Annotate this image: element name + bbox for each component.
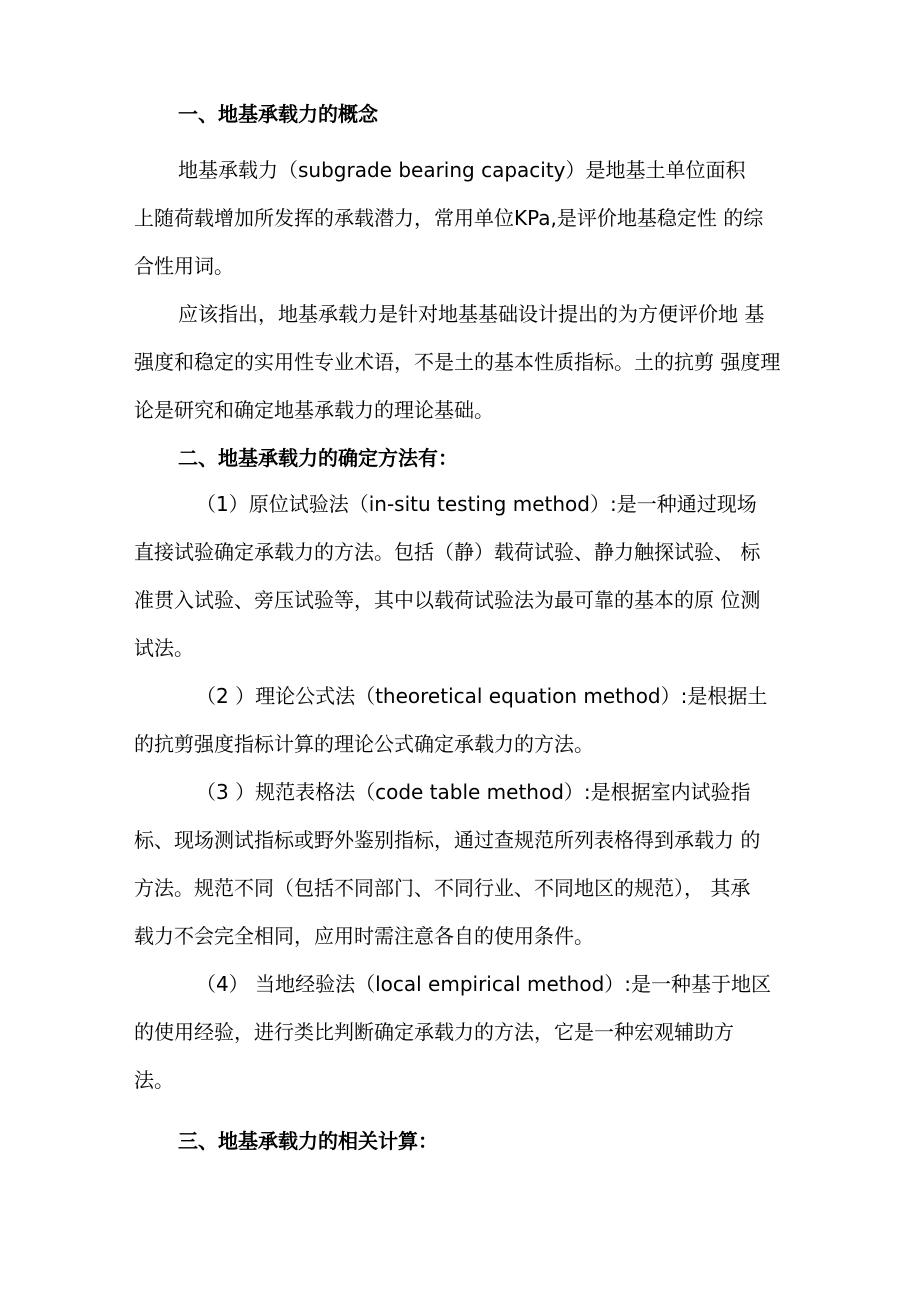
method-1-line-2: 直接试验确定承载力的方法。包括（静）载荷试验、静力触探试验、 标 (134, 540, 761, 564)
method-2-line-2: 的抗剪强度指标计算的理论公式确定承载力的方法。 (134, 732, 594, 756)
method-3-line-1: （3 ）规范表格法（code table method）:是根据室内试验指 (196, 780, 751, 804)
method-4-line-1: （4） 当地经验法（local empirical method）:是一种基于地区 (196, 972, 771, 996)
section-3-heading: 三、地基承载力的相关计算： (178, 1129, 438, 1153)
section-1-para-2-line-1: 应该指出，地基承载力是针对地基基础设计提出的为方便评价地 基 (178, 302, 765, 326)
section-1-para-1-line-2: 上随荷载增加所发挥的承载潜力，常用单位KPa,是评价地基稳定性 的综 (134, 206, 764, 230)
section-1-para-1-line-1: 地基承载力（subgrade bearing capacity）是地基土单位面积 (178, 158, 746, 182)
method-2-line-1: （2 ）理论公式法（theoretical equation method）:是根据土 (196, 684, 768, 708)
method-1-line-3: 准贯入试验、旁压试验等，其中以载荷试验法为最可靠的基本的原 位测 (134, 588, 761, 612)
section-1-para-1-line-3: 合性用词。 (134, 254, 234, 278)
method-1-line-4: 试法。 (134, 636, 194, 660)
section-1-heading: 一、地基承载力的概念 (178, 102, 378, 126)
method-3-line-2: 标、现场测试指标或野外鉴别指标，通过查规范所列表格得到承载力 的 (134, 828, 761, 852)
method-3-line-3: 方法。规范不同（包括不同部门、不同行业、不同地区的规范）， 其承 (134, 876, 751, 900)
method-3-line-4: 载力不会完全相同，应用时需注意各自的使用条件。 (134, 924, 594, 948)
section-1-para-2-line-3: 论是研究和确定地基承载力的理论基础。 (134, 398, 494, 422)
section-2-heading: 二、地基承载力的确定方法有： (178, 446, 458, 470)
method-1-line-1: （1）原位试验法（in-situ testing method）:是一种通过现场 (196, 492, 757, 516)
method-4-line-3: 法。 (134, 1068, 174, 1092)
method-4-line-2: 的使用经验，进行类比判断确定承载力的方法，它是一种宏观辅助方 (134, 1020, 734, 1044)
section-1-para-2-line-2: 强度和稳定的实用性专业术语，不是土的基本性质指标。土的抗剪 强度理 (134, 350, 781, 374)
